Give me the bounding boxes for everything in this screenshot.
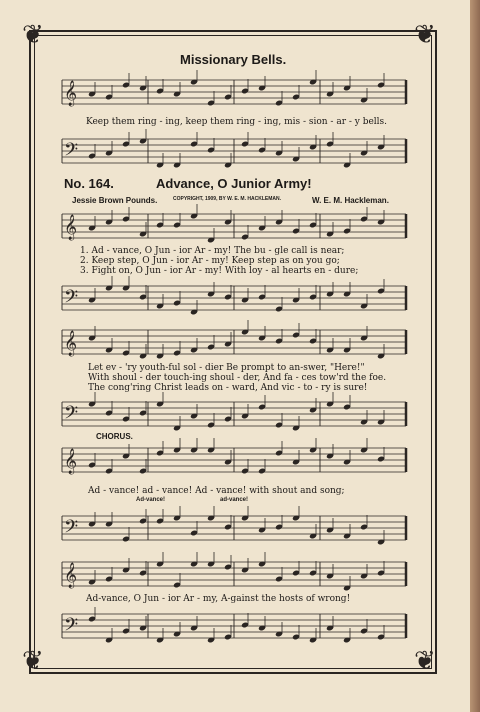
music-staff	[62, 400, 406, 430]
clef-icon: 𝄞	[64, 331, 78, 356]
copyright-notice: COPYRIGHT, 1909, BY W. E. M. HACKLEMAN.	[173, 196, 281, 202]
verse-3-line-1: 3. Fight on, O Jun - ior Ar - my! With loy - al hearts en - dure;	[80, 266, 359, 276]
music-staff	[62, 446, 406, 476]
clef-icon: 𝄢	[64, 615, 79, 640]
book-edge	[470, 0, 480, 712]
lyricist: Jessie Brown Pounds.	[72, 196, 158, 205]
music-staff	[62, 612, 406, 642]
verse-2-line-1: 2. Keep step, O Jun - ior Ar - my! Keep step as on you go;	[80, 256, 340, 266]
verse-1-line-2: Let ev - 'ry youth-ful sol - dier Be prompt to an-swer, "Here!"	[88, 363, 365, 373]
lyric-line: Keep them ring - ing, keep them ring - ing, mis - sion - ar - y bells.	[86, 117, 388, 127]
music-staff	[62, 514, 406, 544]
corner-ornament-icon: ❦	[414, 20, 436, 50]
corner-ornament-icon: ❦	[414, 646, 436, 676]
clef-icon: 𝄞	[64, 449, 78, 474]
clef-icon: 𝄢	[64, 517, 79, 542]
clef-icon: 𝄢	[64, 287, 79, 312]
chorus-echo: Ad-vance!	[136, 497, 166, 503]
clef-icon: 𝄢	[64, 403, 79, 428]
music-staff	[62, 560, 406, 590]
corner-ornament-icon: ❦	[22, 646, 44, 676]
chorus-echo: ad-vance!	[220, 497, 249, 503]
composer: W. E. M. Hackleman.	[312, 196, 389, 205]
clef-icon: 𝄞	[64, 215, 78, 240]
music-staff	[62, 78, 406, 108]
music-staff	[62, 284, 406, 314]
clef-icon: 𝄞	[64, 563, 78, 588]
hymn-title: Advance, O Junior Army!	[156, 176, 312, 191]
verse-1-line-1: 1. Ad - vance, O Jun - ior Ar - my! The bu - gle call is near;	[80, 246, 345, 256]
chorus-line-2: Ad-vance, O Jun - ior Ar - my, A-gainst the hosts of wrong!	[86, 594, 351, 604]
verse-2-line-2: With shoul - der touch-ing shoul - der, And fa - ces tow'rd the foe.	[88, 373, 387, 383]
clef-icon: 𝄢	[64, 140, 79, 165]
hymn-title: Missionary Bells.	[180, 52, 287, 67]
music-staff	[62, 212, 406, 242]
corner-ornament-icon: ❦	[22, 20, 44, 50]
music-staff	[62, 328, 406, 358]
hymn-number: No. 164.	[64, 176, 114, 191]
chorus-label: CHORUS.	[96, 432, 133, 441]
music-staff	[62, 137, 406, 167]
chorus-line-1: Ad - vance! ad - vance! Ad - vance! with shout and song;	[88, 486, 345, 496]
verse-3-line-2: The cong'ring Christ leads on - ward, And vic - to - ry is sure!	[88, 383, 368, 393]
clef-icon: 𝄞	[64, 81, 78, 106]
